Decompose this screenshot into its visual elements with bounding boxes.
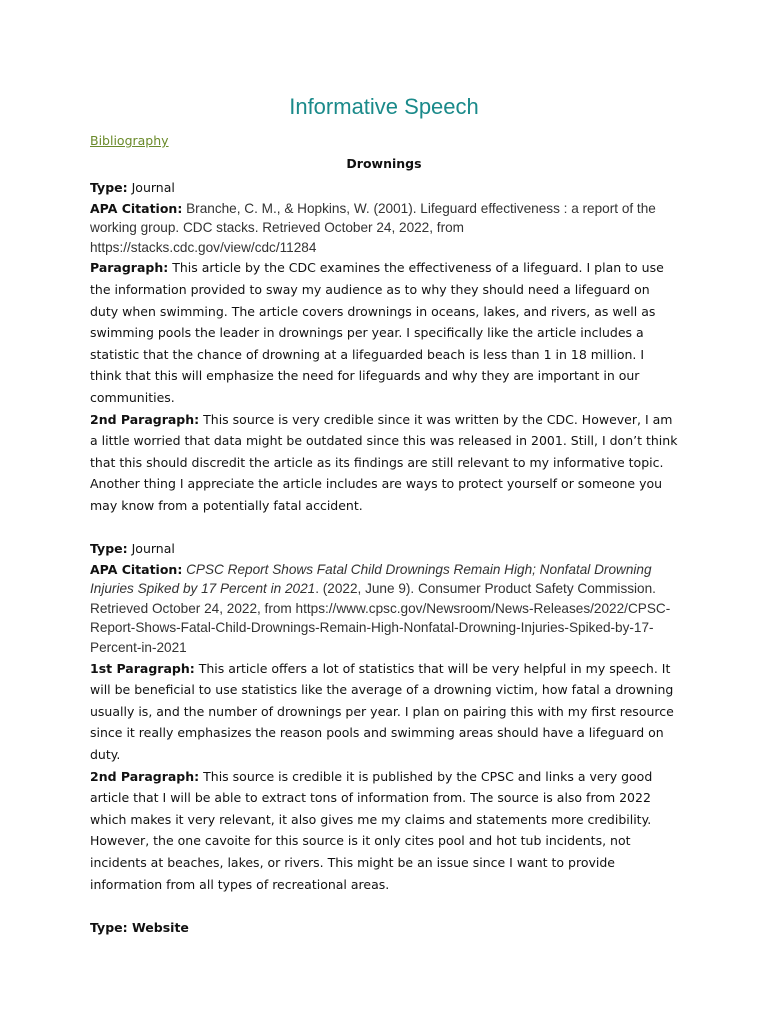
paragraph-1-label: 1st Paragraph: [90,660,195,676]
bibliography-entry [90,177,678,517]
apa-text: . (2022, June 9). Consumer Product Safety Commission. Retrieved October 24, 2022, from https://www.cpsc.gov/Newsroom/News-Releases/2022/CPSC-Report-Shows-Fatal-Child-Drownings-Remain-High-Nonfatal-Drowning-Injuries-Spiked-by-17-Percent-in-2021 [90,581,671,656]
paragraph-1-label: Paragraph: [90,260,169,276]
spacer [90,517,678,539]
type-label: Type: [90,180,128,195]
paragraph-2-label: 2nd Paragraph: [90,411,200,427]
paragraph-1-text: This article by the CDC examines the effectiveness of a lifeguard. I plan to use the information provided to sway my audience as to why they should need a lifeguard on duty when swimming. The article covers drownings in oceans, lakes, and rivers, as well as swimming pools the leader in drownings per year. I specifically like the article includes a statistic that the chance of drowning at a lifeguarded beach is less than 1 in 18 million. I think that this will emphasize the need for lifeguards and why they are important in our communities. [90,260,664,405]
entry-type [90,917,678,939]
entry-type [90,177,678,199]
apa-title: CPSC Report Shows Fatal Child Drownings Remain High; Nonfatal Drowning Injuries Spiked by 17 Percent in 2021 [90,561,652,597]
type-value: Journal [131,541,175,557]
section-heading: Drownings [346,156,422,171]
document-title: Informative Speech [289,94,479,119]
type-label: Type: Website [90,919,189,935]
apa-citation [90,560,678,658]
paragraph-2-text: This source is very credible since it was written by the CDC. However, I am a little worried that data might be outdated since this was released in 2001. Still, I don’t think that this should discredit the article as its findings are still relevant to my informative topic. Another thing I appreciate the article includes are ways to protect yourself or someone you may know from a potentially fatal accident. [90,411,678,513]
paragraph-1 [90,257,678,408]
bibliography-link[interactable]: Bibliography [90,133,169,148]
paragraph-2 [90,409,678,517]
paragraph-1-text: This article offers a lot of statistics that will be very helpful in my speech. It will be beneficial to use statistics like the average of a drowning victim, how fatal a drowning usually is, and the number of drownings per year. I plan on pairing this with my first resource since it really emphasizes the reason pools and swimming areas should have a lifeguard on duty. [90,660,674,763]
type-value: Journal [131,180,175,195]
type-label: Type: [90,541,128,557]
spacer [90,895,678,917]
apa-text: Branche, C. M., & Hopkins, W. (2001). Lifeguard effectiveness : a report of the working group. CDC stacks. Retrieved October 24, 2022, from https://stacks.cdc.gov/view/cdc/11284 [90,200,656,255]
paragraph-2-text: This source is credible it is published by the CPSC and links a very good article that I will be able to extract tons of information from. The source is also from 2022 which makes it very relevant, it also gives me my claims and statements more credibility. However, the one cavoite for this source is it only cites pool and hot tub incidents, not incidents at beaches, lakes, or rivers. This might be an issue since I want to provide information from all types of recreational areas. [90,768,653,892]
apa-label: APA Citation: [90,561,183,577]
paragraph-2 [90,766,678,896]
apa-citation [90,199,678,258]
bibliography-entry [90,538,678,895]
apa-label: APA Citation: [90,200,183,216]
paragraph-2-label: 2nd Paragraph: [90,768,200,784]
paragraph-1 [90,658,678,766]
entry-type [90,538,678,560]
